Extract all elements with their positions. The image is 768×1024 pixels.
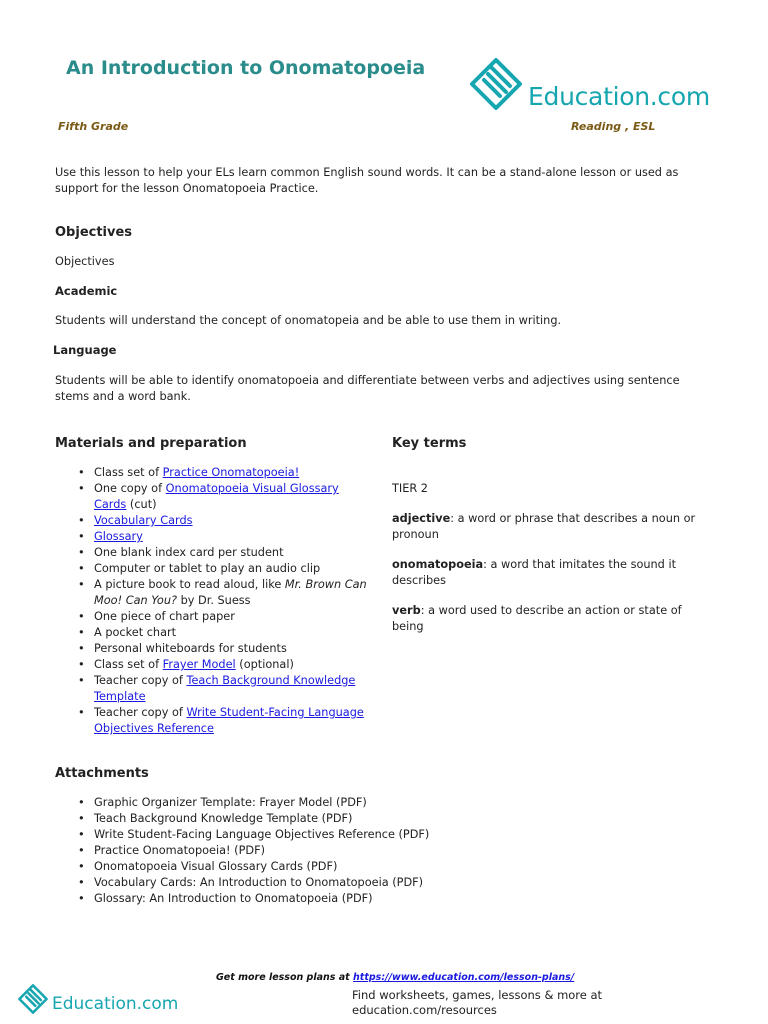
materials-item	[78, 609, 373, 625]
subject-label: Reading , ESL	[571, 120, 656, 133]
academic-heading: Academic	[55, 284, 118, 298]
tier-label: TIER 2	[392, 482, 428, 495]
materials-item	[78, 513, 373, 529]
footer-cta-text: Get more lesson plans at	[216, 972, 354, 983]
materials-list	[78, 465, 373, 737]
materials-item	[78, 641, 373, 657]
materials-item	[78, 561, 373, 577]
attachments-heading: Attachments	[55, 766, 149, 781]
attachment-item[interactable]: • Graphic Organizer Template: Frayer Model (PDF)	[78, 795, 578, 811]
key-term-word: onomatopoeia	[392, 558, 484, 571]
materials-item-text: Class set of	[94, 466, 163, 479]
key-terms-heading: Key terms	[392, 436, 467, 451]
materials-item-text: Teacher copy of	[94, 706, 187, 719]
materials-item-text: A picture book to read aloud, like	[94, 578, 285, 591]
key-term	[392, 511, 712, 543]
materials-item	[78, 465, 373, 481]
materials-item	[78, 673, 373, 705]
materials-item	[78, 545, 373, 561]
footer-education-logo[interactable]	[16, 980, 186, 1016]
attachment-item[interactable]: • Practice Onomatopoeia! (PDF)	[78, 843, 578, 859]
key-term-definition: : a word or phrase that describes a noun or pronoun	[392, 512, 696, 541]
materials-item-text: One copy of	[94, 482, 166, 495]
materials-item	[78, 529, 373, 545]
footer-cta	[216, 972, 574, 983]
materials-item-suffix: (cut)	[126, 498, 157, 511]
attachment-item[interactable]: • Onomatopoeia Visual Glossary Cards (PDF)	[78, 859, 578, 875]
materials-list-container	[78, 465, 373, 737]
brand-name: Education.com	[528, 82, 710, 111]
materials-link[interactable]: Vocabulary Cards	[94, 514, 193, 527]
attachments-list-container	[78, 795, 578, 907]
attachment-item[interactable]: • Write Student-Facing Language Objectives Reference (PDF)	[78, 827, 578, 843]
key-term-definition: : a word that imitates the sound it describes	[392, 558, 677, 587]
materials-heading: Materials and preparation	[55, 436, 247, 451]
footer-cta-link[interactable]: https://www.education.com/lesson-plans/	[353, 972, 575, 983]
materials-item-text: Class set of	[94, 658, 163, 671]
academic-text: Students will understand the concept of onomatopeia and be able to use them in writing.	[55, 314, 562, 327]
page-title: An Introduction to Onomatopoeia	[66, 57, 426, 79]
grade-label: Fifth Grade	[58, 120, 129, 133]
footer-find-text: Find worksheets, games, lessons & more at education.com/resources	[352, 988, 603, 1017]
footer-brand-name: Education.com	[52, 994, 179, 1014]
logo-mark-icon	[466, 56, 526, 112]
materials-item	[78, 577, 373, 609]
materials-item-suffix: by Dr. Suess	[176, 594, 251, 607]
materials-link[interactable]: Glossary	[94, 530, 143, 543]
key-term-word: adjective	[392, 512, 451, 525]
objectives-subheading: Objectives	[55, 255, 115, 268]
materials-item	[78, 481, 373, 513]
attachment-item[interactable]: • Vocabulary Cards: An Introduction to Onomatopoeia (PDF)	[78, 875, 578, 891]
materials-item	[78, 625, 373, 641]
materials-link[interactable]: Practice Onomatopoeia!	[162, 466, 300, 479]
book-title: Mr. Brown Can Moo! Can You?	[94, 578, 367, 607]
materials-link[interactable]: Write Student-Facing Language Objectives Reference	[94, 706, 364, 735]
language-heading: Language	[53, 343, 117, 357]
materials-item-text: Computer or tablet to play an audio clip	[94, 562, 321, 575]
materials-item	[78, 657, 373, 673]
footer-logo-mark-icon	[16, 982, 50, 1016]
attachment-item[interactable]: • Glossary: An Introduction to Onomatopoeia (PDF)	[78, 891, 578, 907]
objectives-heading: Objectives	[55, 225, 133, 240]
materials-item-suffix: (optional)	[235, 658, 294, 671]
key-term-word: verb	[392, 604, 421, 617]
education-logo[interactable]	[466, 56, 726, 112]
intro-text: Use this lesson to help your ELs learn common English sound words. It can be a stand-alone lesson or used as support for the lesson Onomatopoeia Practice.	[55, 166, 679, 195]
language-text: Students will be able to identify onomatopoeia and differentiate between verbs and adjectives using sentence stems and a word bank.	[55, 374, 680, 403]
materials-item-text: One blank index card per student	[94, 546, 284, 559]
materials-item	[78, 705, 373, 737]
attachments-list	[78, 795, 578, 907]
materials-link[interactable]: Onomatopoeia Visual Glossary Cards	[94, 482, 339, 511]
key-term-definition: : a word used to describe an action or state of being	[392, 604, 682, 633]
attachment-item[interactable]: • Teach Background Knowledge Template (PDF)	[78, 811, 578, 827]
materials-item-text: Personal whiteboards for students	[94, 642, 287, 655]
key-term	[392, 603, 712, 635]
materials-item-text: Teacher copy of	[94, 674, 187, 687]
materials-item-text: A pocket chart	[94, 626, 177, 639]
key-terms-list	[392, 511, 712, 649]
materials-item-text: One piece of chart paper	[94, 610, 235, 623]
materials-link[interactable]: Teach Background Knowledge Template	[94, 674, 356, 703]
key-term	[392, 557, 712, 589]
materials-link[interactable]: Frayer Model	[162, 658, 236, 671]
